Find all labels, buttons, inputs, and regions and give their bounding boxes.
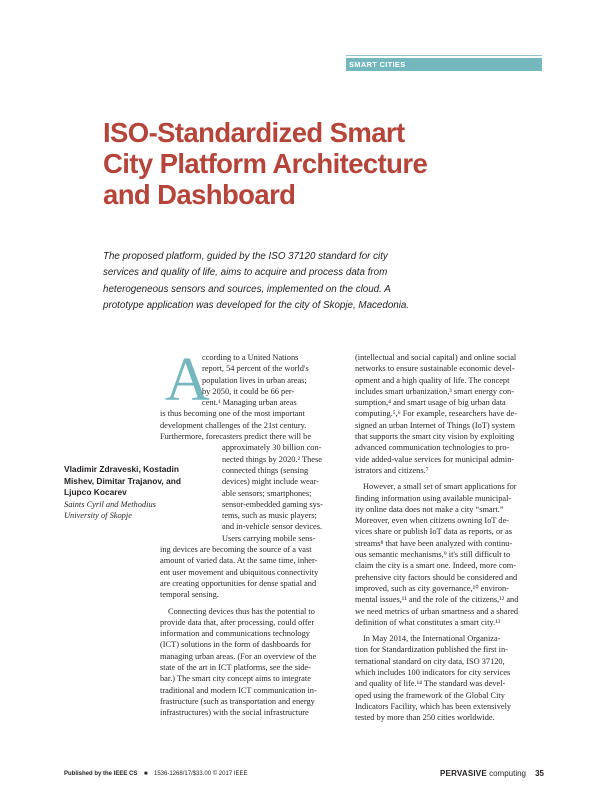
body-text-line: and quality of life.¹⁴ The standard was devel- (355, 679, 506, 689)
page-footer (64, 770, 544, 782)
affiliation-line: University of Skopje (64, 511, 132, 520)
body-text-line: able sensors; smartphones; (222, 488, 312, 498)
section-tag: SMART CITIES (346, 58, 542, 71)
body-text-line: prehensive city factors should be considered and (355, 572, 518, 582)
body-text-line: ternational standard on city data, ISO 37120, (355, 656, 505, 666)
footer-journal (440, 769, 526, 778)
body-text-line: streams⁸ that have been analyzed with continu- (355, 538, 513, 548)
author-name-line: Ljupco Kocarev (64, 487, 127, 497)
author-block (64, 464, 214, 522)
body-text-line: Indicators Facility, which has been extensively (355, 701, 512, 711)
body-text-line: opment and a high quality of life. The concept (355, 375, 510, 385)
body-text-line: advanced communication technologies to pro- (355, 443, 510, 453)
body-text-line: traditional and modern ICT communication in- (160, 685, 317, 695)
author-name-line: Mishev, Dimitar Trajanov, and (64, 475, 181, 486)
body-column-left (160, 346, 343, 719)
body-text-line: information and communications technology (160, 629, 310, 639)
abstract-line: heterogeneous sensors and sources, implemented on the cloud. A (103, 283, 391, 295)
body-text-line: tested by more than 250 cities worldwide. (355, 713, 495, 723)
body-text-line: sensor-embedded gaming sys- (222, 499, 323, 509)
body-text-line: population lives in urban areas; (202, 375, 307, 385)
drop-cap: A (165, 346, 210, 414)
title-line: and Dashboard (103, 179, 296, 210)
footer-issn: 1536-1268/17/$33.00 © 2017 IEEE (154, 771, 248, 777)
body-text-line: networks to ensure sustainable economic devel- (355, 364, 515, 374)
body-text-line: vide added-value services for municipal admin- (355, 454, 515, 464)
body-text-line: sumption,⁴ and smart usage of big urban data (355, 398, 506, 408)
footer-publisher: Published by the IEEE CS (64, 771, 138, 777)
body-text-line: is thus becoming one of the most important (160, 409, 305, 419)
body-text-line: claim the city is a smart one. Indeed, more com- (355, 561, 517, 571)
body-text-line: Users carrying mobile sens- (222, 533, 316, 543)
body-text-line: connected things (sensing (222, 465, 309, 475)
body-text-line: (intellectual and social capital) and online social (355, 353, 517, 362)
body-text-line: bar.) The smart city concept aims to integrate (160, 674, 311, 684)
body-text-line: (ICT) solutions in the form of dashboards for (160, 640, 311, 650)
body-text-line: we need metrics of urban smartness and a shared (355, 606, 519, 616)
body-text-line: ous semantic mechanisms,⁹ it's still difficult to (355, 550, 511, 560)
body-text-line: infrastructures) with the social infrastructure (160, 708, 309, 718)
body-text-line: that supports the smart city vision by exploiting (355, 432, 515, 442)
body-text-line: approximately 30 billion con- (222, 443, 322, 453)
body-text-line: by 2050, it could be 66 per- (202, 386, 295, 396)
author-affiliation (64, 499, 214, 522)
abstract-line: services and quality of life, aims to acquire and process data from (103, 267, 388, 279)
body-text-line: vices share or publish IoT data as reports, or as (355, 527, 512, 537)
body-text-line: computing.⁵,⁶ For example, researchers have de- (355, 409, 517, 419)
body-text-line: provide data that, after processing, could offer (160, 617, 315, 627)
body-text-line: are creating opportunities for dense spatial and (160, 578, 317, 588)
body-text-line: includes smart urbanization,³ smart energy con- (355, 386, 514, 396)
body-text-line: tion for Standardization published the first in- (355, 645, 508, 655)
body-text-line: finding information using available municipal- (355, 493, 512, 503)
abstract-line: The proposed platform, guided by the ISO 37120 standard for city (103, 251, 388, 262)
title-line: City Platform Architecture (103, 148, 428, 179)
body-text-line: mental issues,¹¹ and the role of the citizens,¹² and (355, 595, 519, 605)
body-text-line: development challenges of the 21st century. (160, 420, 307, 430)
affiliation-line: Saints Cyril and Methodius (64, 499, 156, 509)
body-text-line: nected things by 2020.² These (222, 454, 322, 464)
body-text-line: Furthermore, forecasters predict there will be (160, 432, 312, 442)
body-text-line: report, 54 percent of the world's (202, 364, 309, 374)
journal-name-rest: computing (486, 769, 526, 778)
body-text-line: ccording to a United Nations (202, 353, 299, 362)
journal-name-bold: PERVASIVE (440, 769, 487, 778)
body-text-line: devices) might include wear- (222, 477, 319, 487)
footer-separator: ■ (144, 771, 148, 777)
body-text-line: ing devices are becoming the source of a vast (160, 545, 312, 555)
body-text-line: managing urban areas. (For an overview of the (160, 651, 317, 661)
body-text-line: Connecting devices thus has the potential to (168, 606, 315, 616)
body-text-line: state of the art in ICT platforms, see the side- (160, 663, 311, 673)
section-rule (346, 55, 542, 56)
article-title (103, 117, 543, 210)
body-text-line: definition of what constitutes a smart city.¹³ (355, 617, 501, 627)
page-number: 35 (535, 769, 544, 778)
body-text-line: cent.¹ Managing urban areas (202, 398, 297, 408)
abstract (103, 249, 543, 314)
body-text-line: oped using the framework of the Global City (355, 690, 505, 700)
body-column-right (355, 352, 543, 724)
body-text-line: istrators and citizens.⁷ (355, 465, 429, 475)
body-text-line: temporal sensing. (160, 590, 219, 600)
body-text-line: In May 2014, the International Organiza- (363, 634, 501, 644)
body-text-line: ent user movement and ubiquitous connectivity (160, 567, 319, 577)
title-line: ISO-Standardized Smart (103, 117, 405, 148)
body-text-line: improved, such as city governance,¹⁰ environ- (355, 583, 509, 593)
body-text-line: which includes 100 indicators for city services (355, 668, 511, 678)
body-text-line: Moreover, even when citizens owning IoT de- (355, 516, 510, 526)
body-text-line: tems, such as music players; (222, 511, 317, 521)
author-names (64, 464, 214, 499)
body-text-line: However, a small set of smart applications for (363, 482, 517, 492)
abstract-line: prototype application was developed for the city of Skopje, Macedonia. (103, 299, 410, 311)
body-text-line: amount of varied data. At the same time, inher- (160, 556, 318, 566)
body-text-line: ity online data does not make a city “smart.” (355, 504, 504, 514)
author-name-line: Vladimir Zdraveski, Kostadin (64, 464, 179, 474)
body-text-line: frastructure (such as transportation and energy (160, 696, 315, 706)
body-text-line: and in-vehicle sensor devices. (222, 522, 323, 532)
body-text-line: signed an urban Internet of Things (IoT) system (355, 420, 515, 430)
